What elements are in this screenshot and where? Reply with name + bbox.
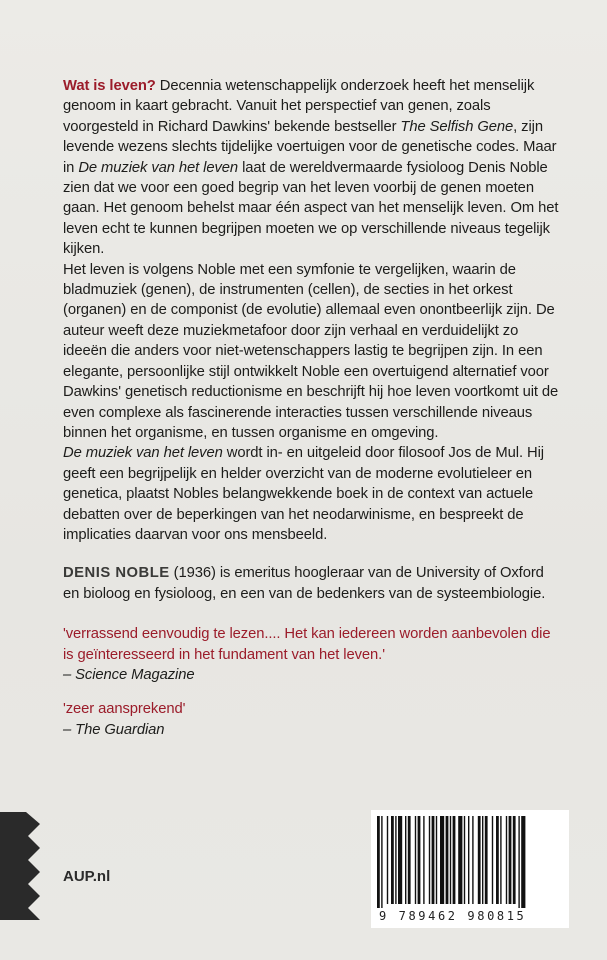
isbn-number: 9 789462 980815 [379, 909, 527, 923]
quote-1-source [63, 665, 563, 685]
author-name: DENIS NOBLE [63, 565, 170, 582]
barcode-icon [371, 810, 569, 910]
back-cover-text [63, 76, 563, 740]
blurb-text: Decennia wetenschappelijk onderzoek heeft het menselijk genoom in kaart gebracht. Vanuit het perspectief van genen, zoals voorgesteld in Richard Dawkins' bekende bestseller [63, 78, 535, 135]
blurb-paragraph-3 [63, 443, 563, 545]
blurb-paragraph-1 [63, 76, 563, 260]
isbn-barcode [371, 810, 569, 928]
publisher-edge-mark-icon [0, 812, 40, 920]
quote-2-text: 'zeer aansprekend' [63, 701, 186, 718]
quote-source: – Science Magazine [63, 666, 195, 683]
book-title: De muziek van het leven [63, 445, 223, 462]
quote-1-text: 'verrassend eenvoudig te lezen.... Het kan iedereen worden aanbevolen die is geïnteresseerd in het fundament van het leven.' [63, 626, 551, 663]
quote-source: – The Guardian [63, 721, 165, 738]
blurb-paragraph-2: Het leven is volgens Noble met een symfonie te vergelijken, waarin de bladmuziek (genen), de instrumenten (cellen), de secties in het orkest (organen) en de componist (de evolutie) allemaal even onontbeerlijk zijn. De auteur weeft deze muziekmetafoor door zijn verhaal en verduidelijkt zo ideeën die anders voor niet-wetenschappers lastig te begrijpen zijn. In een elegante, persoonlijke stijl ontwikkelt Noble een overtuigend alternatief voor Dawkins' genetisch reductionisme en beschrijft hij hoe leven voortkomt uit de even complexe als fascinerende interacties tussen verschillende niveaus binnen het organisme, en tussen organisme en omgeving. [63, 261, 559, 441]
author-bio [63, 563, 563, 604]
book-title: De muziek van het leven [78, 159, 239, 176]
blurb-lead: Wat is leven? [63, 78, 156, 94]
blurb-text: , zijn levende wezens slechts tijdelijke voertuigen voor de genetische codes. Maar in [63, 118, 557, 176]
blurb-text: laat de wereldvermaarde fysioloog Denis Noble zien dat we voor een goed begrip van het leven voorbij de genen moeten gaan. Het genoom behelst maar één aspect van het menselijk leven. Om het leven echt te kunnen begrijpen moeten we op verschillende niveaus tegelijk kijken. [63, 159, 559, 258]
blurb-text: wordt in- en uitgeleid door filosoof Jos de Mul. Hij geeft een begrijpelijk en helder overzicht van de moderne evolutieleer en genetica, plaatst Nobles belangwekkende boek in de context van actuele debatten over de beperkingen van het neodarwinisme, en bespreekt de implicaties daarvan voor ons mensbeeld. [63, 445, 544, 543]
book-title-selfish-gene: The Selfish Gene [400, 118, 514, 135]
quote-2-source [63, 720, 563, 740]
publisher-link[interactable]: AUP.nl [63, 868, 111, 885]
author-bio-text: (1936) is emeritus hoogleraar van de University of Oxford en bioloog en fysioloog, en een van de bedenkers van de systeembiologie. [63, 565, 546, 602]
